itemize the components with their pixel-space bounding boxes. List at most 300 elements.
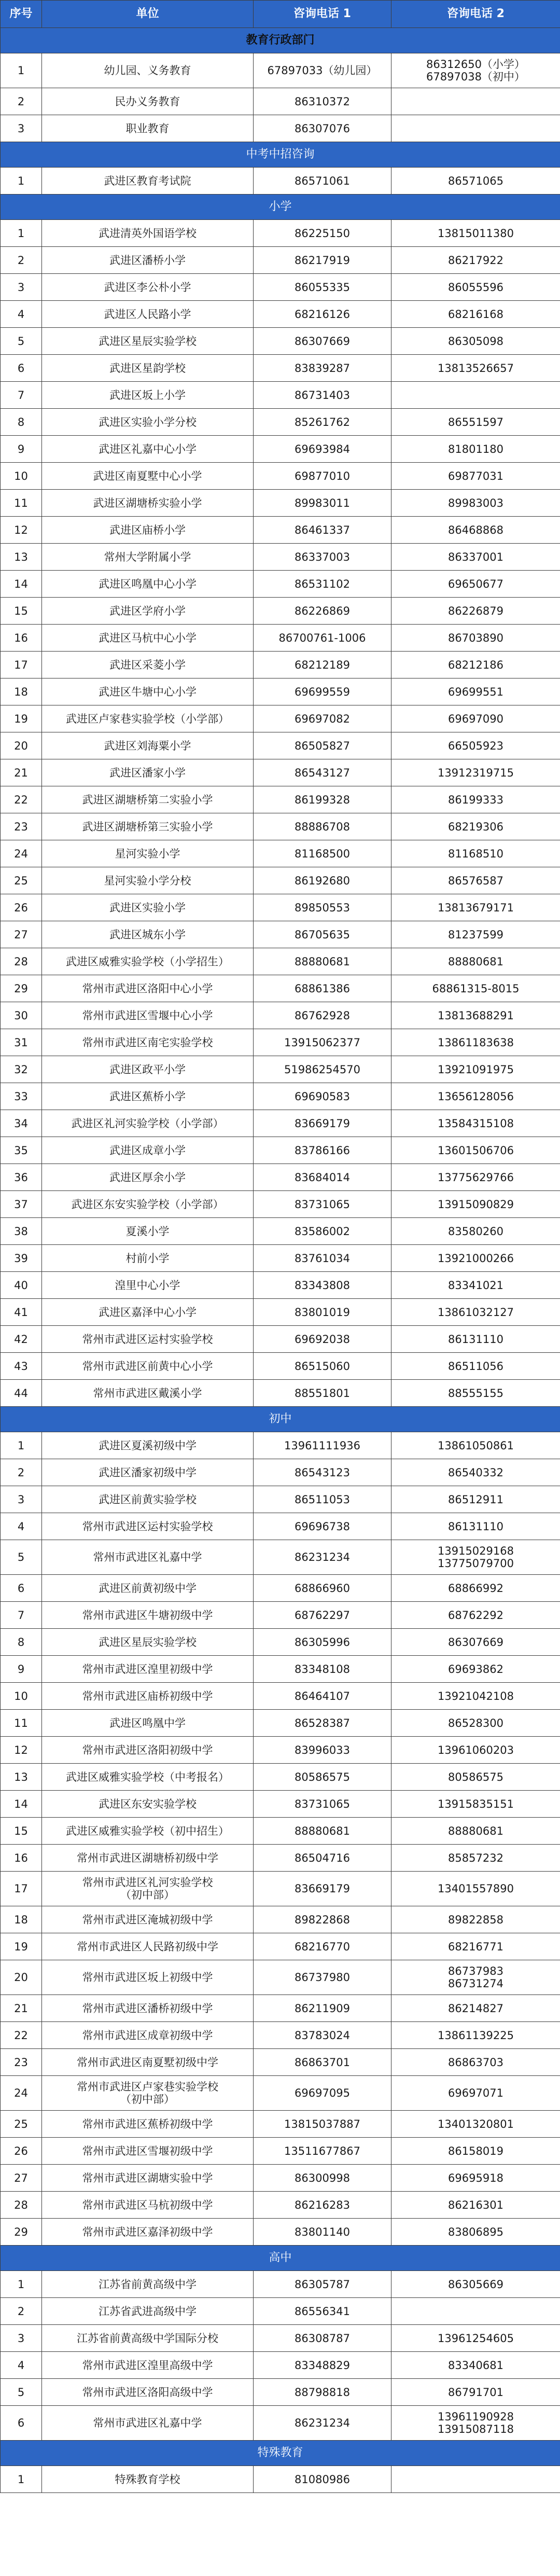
row-phone-1: 86310372 xyxy=(254,88,391,115)
table-row xyxy=(1,1818,560,1845)
row-phone-1: 86192680 xyxy=(254,867,391,894)
table-row xyxy=(1,894,560,921)
row-serial: 5 xyxy=(1,2379,42,2406)
row-unit: 常州市武进区南夏墅初级中学 xyxy=(42,2049,254,2076)
row-phone-1: 88798818 xyxy=(254,2379,391,2406)
row-phone-2: 13921091975 xyxy=(391,1056,560,1083)
row-phone-2: 86468868 xyxy=(391,517,560,544)
row-phone-2 xyxy=(391,382,560,409)
row-phone-2: 13401320801 xyxy=(391,2111,560,2138)
row-phone-2: 86863703 xyxy=(391,2049,560,2076)
row-unit: 常州市武进区潘桥初级中学 xyxy=(42,1995,254,2022)
row-serial: 8 xyxy=(1,1629,42,1656)
row-phone-2: 86576587 xyxy=(391,867,560,894)
row-phone-1: 86231234 xyxy=(254,2406,391,2441)
row-unit: 武进区实验小学 xyxy=(42,894,254,921)
row-unit: 特殊教育学校 xyxy=(42,2466,254,2493)
table-row xyxy=(1,220,560,247)
row-phone-2: 13961190928 13915087118 xyxy=(391,2406,560,2441)
row-unit: 常州市武进区卢家巷实验学校 （初中部） xyxy=(42,2076,254,2111)
section-title: 初中 xyxy=(1,1407,560,1432)
row-phone-1: 86705635 xyxy=(254,921,391,948)
section-title: 中考中招咨询 xyxy=(1,142,560,168)
row-unit: 常州市武进区淹城初级中学 xyxy=(42,1906,254,1933)
row-serial: 2 xyxy=(1,88,42,115)
row-unit: 常州市武进区雪堰中心小学 xyxy=(42,1002,254,1029)
table-row xyxy=(1,1380,560,1407)
row-phone-1: 85261762 xyxy=(254,409,391,436)
row-serial: 33 xyxy=(1,1083,42,1110)
row-phone-1: 83786166 xyxy=(254,1137,391,1164)
row-phone-2: 86512911 xyxy=(391,1486,560,1513)
row-unit: 武进区嘉泽中心小学 xyxy=(42,1299,254,1326)
row-unit: 武进区星辰实验学校 xyxy=(42,328,254,355)
table-row xyxy=(1,53,560,88)
table-row xyxy=(1,1656,560,1683)
row-serial: 25 xyxy=(1,2111,42,2138)
row-phone-2: 83340681 xyxy=(391,2352,560,2379)
row-phone-2: 85857232 xyxy=(391,1845,560,1872)
row-unit: 常州市武进区牛塘初级中学 xyxy=(42,1602,254,1629)
row-phone-1: 86305787 xyxy=(254,2271,391,2298)
row-phone-1: 13815037887 xyxy=(254,2111,391,2138)
table-row xyxy=(1,1164,560,1191)
table-row xyxy=(1,1791,560,1818)
row-phone-1: 13915062377 xyxy=(254,1029,391,1056)
row-phone-2: 86528300 xyxy=(391,1710,560,1737)
row-serial: 26 xyxy=(1,2138,42,2165)
row-phone-1: 80586575 xyxy=(254,1764,391,1791)
row-serial: 42 xyxy=(1,1326,42,1353)
table-header-row xyxy=(1,1,560,28)
row-unit: 常州市武进区礼嘉中学 xyxy=(42,2406,254,2441)
row-phone-2: 86540332 xyxy=(391,1459,560,1486)
table-row xyxy=(1,1513,560,1540)
row-serial: 30 xyxy=(1,1002,42,1029)
row-phone-2: 69697090 xyxy=(391,705,560,732)
row-phone-1: 69697082 xyxy=(254,705,391,732)
row-unit: 常州市武进区洛阳初级中学 xyxy=(42,1737,254,1764)
table-row xyxy=(1,1459,560,1486)
table-row xyxy=(1,2352,560,2379)
table-row xyxy=(1,1486,560,1513)
row-serial: 25 xyxy=(1,867,42,894)
table-row xyxy=(1,301,560,328)
table-row xyxy=(1,436,560,463)
row-serial: 2 xyxy=(1,1459,42,1486)
row-phone-2: 69697071 xyxy=(391,2076,560,2111)
table-row xyxy=(1,2466,560,2493)
row-unit: 常州市武进区蕉桥初级中学 xyxy=(42,2111,254,2138)
row-phone-2: 68861315-8015 xyxy=(391,975,560,1002)
row-phone-2: 88880681 xyxy=(391,948,560,975)
row-serial: 15 xyxy=(1,598,42,625)
row-phone-2: 83580260 xyxy=(391,1218,560,1245)
row-phone-1: 86055335 xyxy=(254,274,391,301)
table-row xyxy=(1,867,560,894)
row-unit: 武进区鸣凰中心小学 xyxy=(42,571,254,598)
row-phone-2: 69650677 xyxy=(391,571,560,598)
row-unit: 武进区夏溪初级中学 xyxy=(42,1432,254,1459)
row-serial: 3 xyxy=(1,115,42,142)
row-serial: 6 xyxy=(1,1575,42,1602)
row-unit: 常州市武进区洛阳中心小学 xyxy=(42,975,254,1002)
row-phone-2: 88880681 xyxy=(391,1818,560,1845)
row-unit: 武进区采菱小学 xyxy=(42,652,254,678)
row-serial: 28 xyxy=(1,948,42,975)
row-unit: 民办义务教育 xyxy=(42,88,254,115)
row-phone-2: 13601506706 xyxy=(391,1137,560,1164)
table-row xyxy=(1,2076,560,2111)
row-serial: 26 xyxy=(1,894,42,921)
row-serial: 3 xyxy=(1,1486,42,1513)
row-serial: 24 xyxy=(1,2076,42,2111)
row-unit: 常州市武进区湟里初级中学 xyxy=(42,1656,254,1683)
row-serial: 2 xyxy=(1,2298,42,2325)
row-phone-1: 86700761-1006 xyxy=(254,625,391,652)
table-row xyxy=(1,1845,560,1872)
header-phone-1: 咨询电话 1 xyxy=(254,1,391,28)
table-row xyxy=(1,1326,560,1353)
table-row xyxy=(1,1432,560,1459)
row-unit: 常州市武进区戴溪小学 xyxy=(42,1380,254,1407)
table-row xyxy=(1,2138,560,2165)
row-phone-1: 86308787 xyxy=(254,2325,391,2352)
row-serial: 41 xyxy=(1,1299,42,1326)
row-phone-1: 86737980 xyxy=(254,1960,391,1995)
row-phone-2: 13775629766 xyxy=(391,1164,560,1191)
row-phone-1: 83669179 xyxy=(254,1872,391,1906)
table-row xyxy=(1,571,560,598)
row-phone-2: 86305669 xyxy=(391,2271,560,2298)
row-phone-1: 86305996 xyxy=(254,1629,391,1656)
row-serial: 8 xyxy=(1,409,42,436)
row-phone-1: 83586002 xyxy=(254,1218,391,1245)
table-row xyxy=(1,1933,560,1960)
row-phone-1: 13511677867 xyxy=(254,2138,391,2165)
table-row xyxy=(1,2271,560,2298)
row-unit: 职业教育 xyxy=(42,115,254,142)
row-phone-1: 86231234 xyxy=(254,1540,391,1575)
row-phone-1: 81168500 xyxy=(254,840,391,867)
table-row xyxy=(1,1629,560,1656)
table-row xyxy=(1,921,560,948)
row-unit: 武进区前黄实验学校 xyxy=(42,1486,254,1513)
table-row xyxy=(1,2298,560,2325)
row-phone-1: 86504716 xyxy=(254,1845,391,1872)
row-serial: 29 xyxy=(1,2219,42,2246)
row-serial: 20 xyxy=(1,1960,42,1995)
row-phone-1: 83839287 xyxy=(254,355,391,382)
table-row xyxy=(1,2165,560,2192)
table-row xyxy=(1,1960,560,1995)
row-phone-2: 13813526657 xyxy=(391,355,560,382)
row-unit: 武进区实验小学分校 xyxy=(42,409,254,436)
row-serial: 17 xyxy=(1,652,42,678)
section-header-row xyxy=(1,2246,560,2271)
table-row xyxy=(1,490,560,517)
row-serial: 16 xyxy=(1,625,42,652)
row-serial: 14 xyxy=(1,1791,42,1818)
row-phone-2: 89822858 xyxy=(391,1906,560,1933)
row-phone-2: 86312650（小学） 67897038（初中） xyxy=(391,53,560,88)
table-row xyxy=(1,2049,560,2076)
row-phone-1: 86515060 xyxy=(254,1353,391,1380)
table-row xyxy=(1,975,560,1002)
row-phone-2: 13861050861 xyxy=(391,1432,560,1459)
row-serial: 6 xyxy=(1,355,42,382)
row-phone-2: 66505923 xyxy=(391,732,560,759)
row-unit: 武进区政平小学 xyxy=(42,1056,254,1083)
row-phone-1: 86199328 xyxy=(254,786,391,813)
table-row xyxy=(1,678,560,705)
row-phone-1: 86505827 xyxy=(254,732,391,759)
row-phone-1: 83761034 xyxy=(254,1245,391,1272)
row-phone-1: 68762297 xyxy=(254,1602,391,1629)
table-row xyxy=(1,115,560,142)
row-serial: 1 xyxy=(1,220,42,247)
row-unit: 常州市武进区洛阳高级中学 xyxy=(42,2379,254,2406)
row-serial: 17 xyxy=(1,1872,42,1906)
table-row xyxy=(1,598,560,625)
table-row xyxy=(1,2022,560,2049)
table-row xyxy=(1,813,560,840)
table-body xyxy=(1,28,560,2493)
table-row xyxy=(1,2406,560,2441)
row-phone-2: 86214827 xyxy=(391,1995,560,2022)
row-unit: 武进清英外国语学校 xyxy=(42,220,254,247)
row-phone-1: 83731065 xyxy=(254,1791,391,1818)
row-unit: 常州市武进区礼河实验学校 （初中部） xyxy=(42,1872,254,1906)
row-serial: 3 xyxy=(1,2325,42,2352)
row-phone-1: 88880681 xyxy=(254,1818,391,1845)
row-unit: 武进区潘家小学 xyxy=(42,759,254,786)
row-phone-1: 69877010 xyxy=(254,463,391,490)
row-serial: 9 xyxy=(1,436,42,463)
table-row xyxy=(1,1218,560,1245)
row-phone-1: 83343808 xyxy=(254,1272,391,1299)
table-row xyxy=(1,2219,560,2246)
row-serial: 23 xyxy=(1,2049,42,2076)
table-row xyxy=(1,1353,560,1380)
row-unit: 武进区湖塘桥第二实验小学 xyxy=(42,786,254,813)
row-phone-1: 88880681 xyxy=(254,948,391,975)
row-serial: 12 xyxy=(1,517,42,544)
table-row xyxy=(1,1056,560,1083)
section-title: 特殊教育 xyxy=(1,2441,560,2466)
row-phone-2: 86158019 xyxy=(391,2138,560,2165)
row-phone-1: 89983011 xyxy=(254,490,391,517)
row-phone-2: 69877031 xyxy=(391,463,560,490)
row-serial: 15 xyxy=(1,1818,42,1845)
row-unit: 幼儿园、义务教育 xyxy=(42,53,254,88)
row-unit: 常州市武进区马杭初级中学 xyxy=(42,2192,254,2219)
row-serial: 22 xyxy=(1,2022,42,2049)
row-phone-1: 83348829 xyxy=(254,2352,391,2379)
row-serial: 2 xyxy=(1,247,42,274)
row-serial: 1 xyxy=(1,53,42,88)
row-unit: 武进区前黄初级中学 xyxy=(42,1575,254,1602)
row-serial: 21 xyxy=(1,1995,42,2022)
row-serial: 7 xyxy=(1,1602,42,1629)
row-phone-1: 86543127 xyxy=(254,759,391,786)
row-phone-2: 89983003 xyxy=(391,490,560,517)
row-phone-2: 68219306 xyxy=(391,813,560,840)
row-phone-1: 89850553 xyxy=(254,894,391,921)
row-phone-1: 81080986 xyxy=(254,2466,391,2493)
row-phone-2 xyxy=(391,2466,560,2493)
table-row xyxy=(1,840,560,867)
row-phone-1: 68212189 xyxy=(254,652,391,678)
row-unit: 武进区威雅实验学校（中考报名） xyxy=(42,1764,254,1791)
row-phone-1: 83801019 xyxy=(254,1299,391,1326)
row-unit: 夏溪小学 xyxy=(42,1218,254,1245)
row-serial: 32 xyxy=(1,1056,42,1083)
table-row xyxy=(1,1575,560,1602)
row-unit: 武进区潘家初级中学 xyxy=(42,1459,254,1486)
row-phone-1: 86307669 xyxy=(254,328,391,355)
row-phone-2: 13813679171 xyxy=(391,894,560,921)
row-unit: 武进区威雅实验学校（小学招生） xyxy=(42,948,254,975)
row-phone-1: 69696738 xyxy=(254,1513,391,1540)
header-serial: 序号 xyxy=(1,1,42,28)
row-phone-2: 13961060203 xyxy=(391,1737,560,1764)
table-row xyxy=(1,1002,560,1029)
row-phone-1: 83348108 xyxy=(254,1656,391,1683)
row-unit: 武进区牛塘中心小学 xyxy=(42,678,254,705)
row-phone-2: 13656128056 xyxy=(391,1083,560,1110)
row-unit: 湟里中心小学 xyxy=(42,1272,254,1299)
row-phone-2: 86551597 xyxy=(391,409,560,436)
header-unit: 单位 xyxy=(42,1,254,28)
row-phone-2: 13961254605 xyxy=(391,2325,560,2352)
row-phone-1: 83669179 xyxy=(254,1110,391,1137)
row-serial: 22 xyxy=(1,786,42,813)
row-phone-1: 86556341 xyxy=(254,2298,391,2325)
row-phone-1: 86731403 xyxy=(254,382,391,409)
table-row xyxy=(1,1602,560,1629)
row-phone-1: 86543123 xyxy=(254,1459,391,1486)
row-unit: 武进区教育考试院 xyxy=(42,168,254,195)
row-phone-2: 86737983 86731274 xyxy=(391,1960,560,1995)
row-phone-2: 86131110 xyxy=(391,1513,560,1540)
row-serial: 35 xyxy=(1,1137,42,1164)
row-phone-1: 83801140 xyxy=(254,2219,391,2246)
row-serial: 37 xyxy=(1,1191,42,1218)
row-serial: 44 xyxy=(1,1380,42,1407)
row-unit: 常州市武进区人民路初级中学 xyxy=(42,1933,254,1960)
row-phone-2: 86511056 xyxy=(391,1353,560,1380)
row-serial: 36 xyxy=(1,1164,42,1191)
row-unit: 常州市武进区运村实验学校 xyxy=(42,1513,254,1540)
row-phone-1: 69697095 xyxy=(254,2076,391,2111)
row-unit: 星河实验小学分校 xyxy=(42,867,254,894)
row-unit: 武进区学府小学 xyxy=(42,598,254,625)
row-serial: 40 xyxy=(1,1272,42,1299)
row-phone-2: 86337001 xyxy=(391,544,560,571)
row-unit: 常州市武进区雪堰初级中学 xyxy=(42,2138,254,2165)
row-phone-2: 86226879 xyxy=(391,598,560,625)
section-header-row xyxy=(1,195,560,220)
row-unit: 武进区李公朴小学 xyxy=(42,274,254,301)
row-phone-2: 86791701 xyxy=(391,2379,560,2406)
row-phone-2: 86216301 xyxy=(391,2192,560,2219)
table-row xyxy=(1,355,560,382)
table-row xyxy=(1,1906,560,1933)
row-phone-1: 86307076 xyxy=(254,115,391,142)
row-serial: 3 xyxy=(1,274,42,301)
row-serial: 4 xyxy=(1,301,42,328)
row-unit: 江苏省前黄高级中学 xyxy=(42,2271,254,2298)
row-serial: 10 xyxy=(1,463,42,490)
row-phone-1: 69693984 xyxy=(254,436,391,463)
row-unit: 常州市武进区前黄中心小学 xyxy=(42,1353,254,1380)
table-row xyxy=(1,705,560,732)
row-serial: 5 xyxy=(1,328,42,355)
row-phone-1: 86863701 xyxy=(254,2049,391,2076)
row-serial: 4 xyxy=(1,1513,42,1540)
row-phone-2: 86703890 xyxy=(391,625,560,652)
row-phone-2: 13912319715 xyxy=(391,759,560,786)
section-header-row xyxy=(1,142,560,168)
row-serial: 19 xyxy=(1,1933,42,1960)
section-title: 高中 xyxy=(1,2246,560,2271)
row-serial: 14 xyxy=(1,571,42,598)
row-phone-2: 86131110 xyxy=(391,1326,560,1353)
row-serial: 7 xyxy=(1,382,42,409)
row-unit: 武进区成章小学 xyxy=(42,1137,254,1164)
row-phone-1: 68861386 xyxy=(254,975,391,1002)
row-unit: 常州大学附属小学 xyxy=(42,544,254,571)
table-row xyxy=(1,463,560,490)
row-phone-1: 69690583 xyxy=(254,1083,391,1110)
table-row xyxy=(1,625,560,652)
row-unit: 常州市武进区南宅实验学校 xyxy=(42,1029,254,1056)
row-phone-2: 80586575 xyxy=(391,1764,560,1791)
row-phone-2: 13915090829 xyxy=(391,1191,560,1218)
table-row xyxy=(1,544,560,571)
row-phone-2: 69693862 xyxy=(391,1656,560,1683)
table-row xyxy=(1,1710,560,1737)
table-row xyxy=(1,1764,560,1791)
row-phone-1: 89822868 xyxy=(254,1906,391,1933)
row-serial: 4 xyxy=(1,2352,42,2379)
row-unit: 武进区卢家巷实验学校（小学部） xyxy=(42,705,254,732)
row-serial: 9 xyxy=(1,1656,42,1683)
row-phone-2: 81168510 xyxy=(391,840,560,867)
row-serial: 1 xyxy=(1,2466,42,2493)
section-title: 小学 xyxy=(1,195,560,220)
row-serial: 39 xyxy=(1,1245,42,1272)
row-unit: 武进区礼嘉中心小学 xyxy=(42,436,254,463)
row-serial: 29 xyxy=(1,975,42,1002)
row-serial: 43 xyxy=(1,1353,42,1380)
row-phone-2: 13921000266 xyxy=(391,1245,560,1272)
row-serial: 5 xyxy=(1,1540,42,1575)
row-unit: 武进区马杭中心小学 xyxy=(42,625,254,652)
table-row xyxy=(1,274,560,301)
table-row xyxy=(1,328,560,355)
row-unit: 江苏省武进高级中学 xyxy=(42,2298,254,2325)
row-unit: 武进区人民路小学 xyxy=(42,301,254,328)
row-serial: 18 xyxy=(1,1906,42,1933)
row-phone-2: 86199333 xyxy=(391,786,560,813)
row-phone-2: 13921042108 xyxy=(391,1683,560,1710)
row-phone-2: 13861183638 xyxy=(391,1029,560,1056)
row-phone-2: 86055596 xyxy=(391,274,560,301)
row-phone-2: 13813688291 xyxy=(391,1002,560,1029)
row-phone-1: 86571061 xyxy=(254,168,391,195)
